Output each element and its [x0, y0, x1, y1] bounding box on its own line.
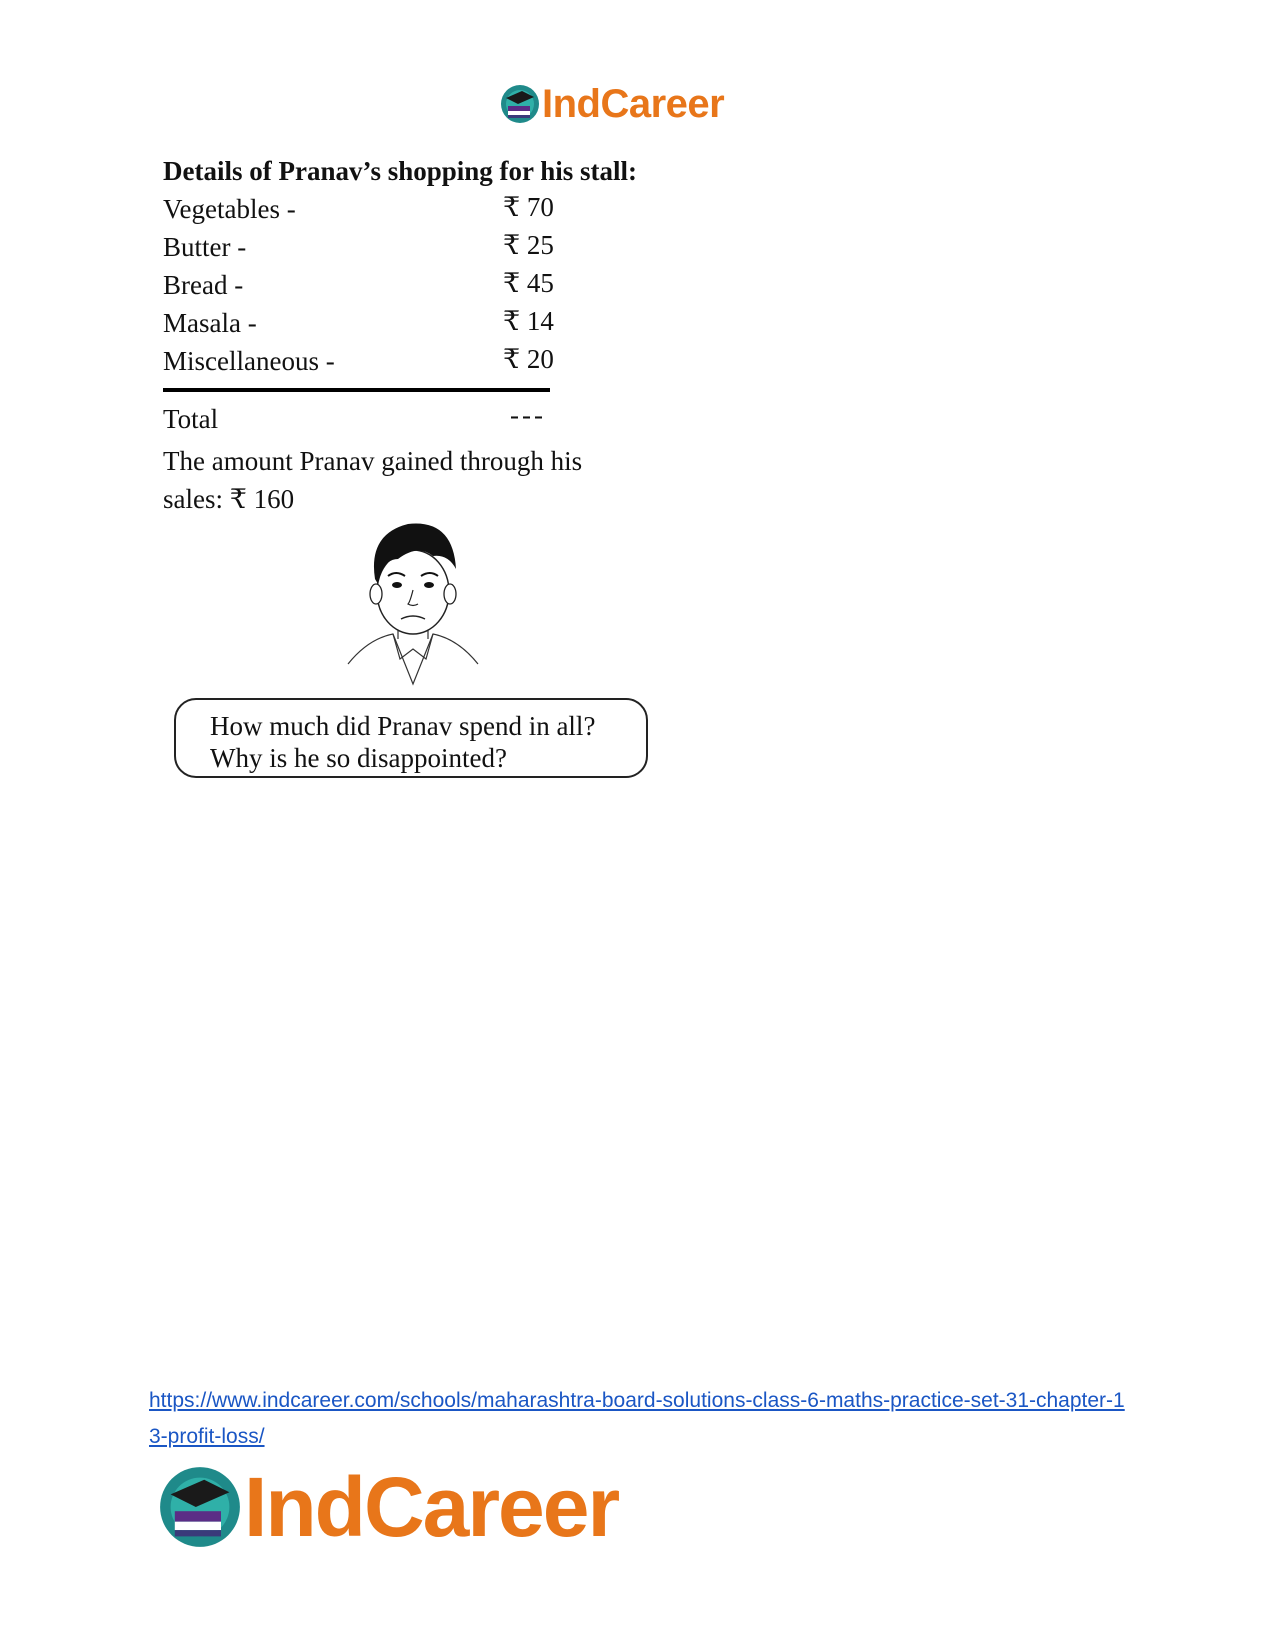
bubble-line: Why is he so disappointed? [210, 743, 507, 773]
bubble-line: How much did Pranav spend in all? [210, 711, 596, 741]
logo-text: IndCareer [542, 81, 725, 126]
item-value: ₹ 25 [503, 230, 554, 260]
item-label: Bread - [163, 270, 244, 300]
item-label: Miscellaneous - [163, 346, 335, 376]
item-label: Vegetables - [163, 194, 296, 224]
item-label: Masala - [163, 308, 257, 338]
total-label: Total [163, 404, 219, 434]
item-value: ₹ 70 [503, 192, 554, 222]
source-url-link[interactable]: https://www.indcareer.com/schools/maharashtra-board-solutions-class-6-maths-practice-set-31-chapter-13-profit-loss/ [149, 1389, 1125, 1448]
graduation-cap-books-icon [500, 84, 540, 124]
item-value: ₹ 45 [503, 268, 554, 298]
item-value: ₹ 20 [503, 344, 554, 374]
item-value: ₹ 14 [503, 306, 554, 336]
total-divider [163, 388, 550, 392]
total-value: --- [510, 400, 546, 430]
speech-bubble [174, 698, 648, 778]
footer-logo [158, 1459, 619, 1554]
graduation-cap-books-icon [158, 1465, 242, 1549]
sales-gain-text: The amount Pranav gained through his sales: ₹ 160 [163, 446, 583, 514]
item-label: Butter - [163, 232, 247, 262]
logo-text: IndCareer [244, 1459, 619, 1554]
shopping-heading: Details of Pranav’s shopping for his stall: [163, 156, 638, 186]
disappointed-boy-illustration [338, 514, 488, 694]
header-logo [500, 80, 724, 128]
